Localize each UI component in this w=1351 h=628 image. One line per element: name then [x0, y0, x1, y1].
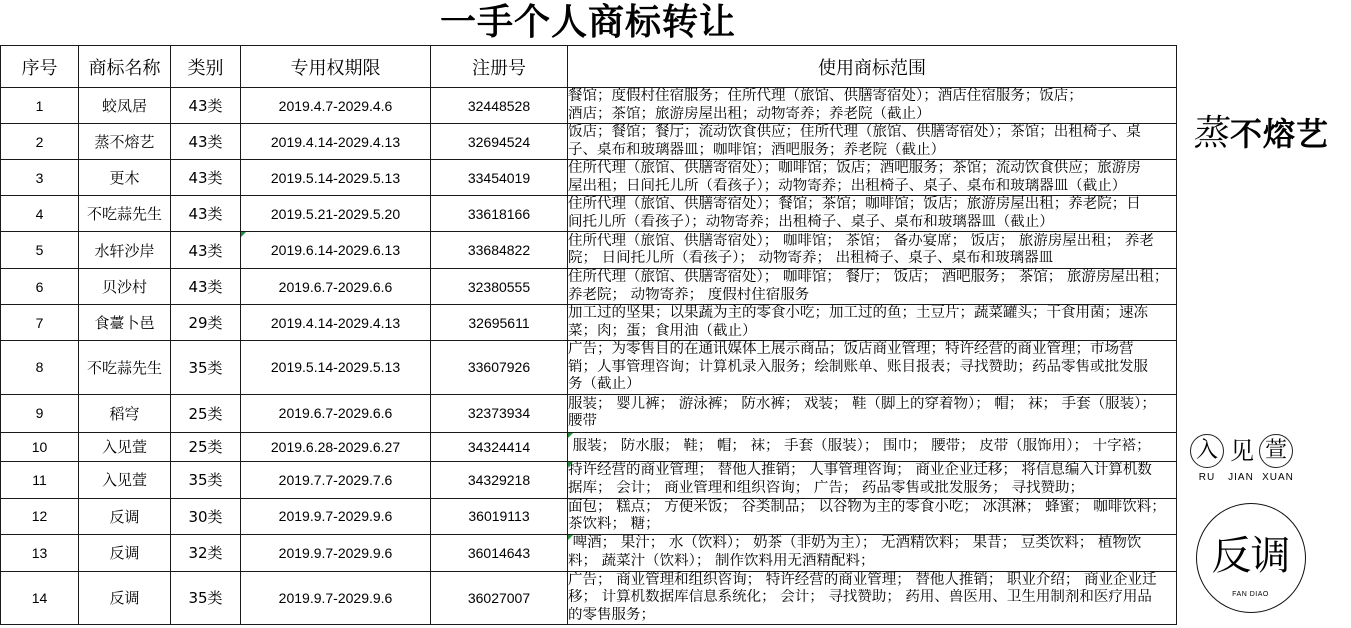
cell-serial-number[interactable]	[1, 498, 79, 534]
logo-wordmark: 不熔艺	[1230, 115, 1330, 153]
cell-class-text: 35类	[188, 589, 223, 608]
cell-usage-scope[interactable]	[568, 196, 1177, 232]
cell-trademark-name[interactable]	[79, 269, 171, 305]
table-body	[1, 88, 1177, 625]
table-row	[1, 571, 1177, 625]
cell-validity-period-text: 2019.4.14-2029.4.13	[270, 314, 401, 331]
cell-serial-number-text: 12	[31, 508, 48, 524]
cell-registration-number[interactable]	[431, 305, 568, 341]
cell-serial-number[interactable]	[1, 196, 79, 232]
cell-class[interactable]	[171, 534, 241, 571]
cell-serial-number[interactable]	[1, 269, 79, 305]
table-row	[1, 498, 1177, 534]
cell-serial-number-text: 5	[35, 242, 44, 258]
cell-usage-scope[interactable]	[568, 124, 1177, 160]
cell-class-text: 43类	[188, 169, 223, 187]
cell-note-marker	[568, 433, 573, 438]
cell-trademark-name[interactable]	[79, 160, 171, 196]
logo-wordmark: 反调	[1211, 533, 1290, 579]
cell-registration-number[interactable]	[431, 88, 568, 124]
header-usage-scope[interactable]: 使用商标范围	[568, 46, 1177, 88]
cell-serial-number-text: 14	[31, 589, 48, 606]
cell-registration-number[interactable]	[431, 196, 568, 232]
cell-trademark-name-text: 入见萱	[101, 438, 147, 456]
table-row	[1, 341, 1177, 395]
cell-validity-period[interactable]	[241, 498, 431, 534]
cell-registration-number-text: 32694524	[467, 133, 531, 150]
cell-trademark-name[interactable]	[79, 232, 171, 269]
cell-trademark-name[interactable]	[79, 305, 171, 341]
cell-validity-period-text: 2019.4.14-2029.4.13	[270, 133, 401, 150]
logo-pinyin: JIAN	[1228, 472, 1254, 483]
cell-serial-number[interactable]	[1, 571, 79, 625]
cell-usage-scope[interactable]	[568, 160, 1177, 196]
cell-trademark-name[interactable]	[79, 341, 171, 395]
scope-line: 间托儿所（看孩子）；动物寄养；出租椅子、桌子、桌布和玻璃器皿（截止）	[568, 213, 1054, 230]
cell-registration-number-text: 36014643	[467, 544, 531, 561]
zhengburongyi-logo	[1191, 113, 1330, 155]
scope-line: 的零售服务；	[568, 606, 655, 623]
cell-registration-number[interactable]	[431, 432, 568, 461]
scope-line: 茶饮料； 糖；	[568, 516, 660, 532]
cell-validity-period[interactable]	[241, 160, 431, 196]
cell-validity-period[interactable]	[241, 196, 431, 232]
logo-pinyin: FAN DIAO	[1232, 591, 1269, 598]
cell-validity-period-text: 2019.9.7-2029.9.6	[278, 544, 393, 561]
cell-serial-number-text: 6	[35, 278, 44, 295]
logo-circled-character: 萱	[1259, 434, 1293, 468]
scope-line: 酒店；茶馆；旅游房屋出租；动物寄养；养老院（截止）	[568, 105, 931, 122]
scope-line: 住所代理（旅馆、供膳寄宿处）； 咖啡馆； 餐厅； 饭店； 酒吧服务； 茶馆； 旅游房屋出租；	[568, 269, 1169, 285]
table-row	[1, 461, 1177, 498]
cell-registration-number-text: 33607926	[467, 359, 531, 376]
cell-class[interactable]	[171, 341, 241, 395]
scope-line: 面包； 糕点； 方便米饭； 谷类制品； 以谷物为主的零食小吃； 冰淇淋； 蜂蜜； 咖啡饮料；	[568, 498, 1166, 515]
scope-line: 广告； 商业管理和组织咨询； 特许经营的商业管理； 替他人推销； 职业介绍； 商业企业迁	[568, 571, 1157, 588]
trademark-table	[0, 45, 1177, 625]
cell-validity-period-text: 2019.9.7-2029.9.6	[278, 508, 393, 524]
scope-line: 料； 蔬菜汁（饮料）； 制作饮料用无酒精配料；	[568, 552, 875, 569]
cell-serial-number[interactable]	[1, 432, 79, 461]
cell-validity-period[interactable]	[241, 88, 431, 124]
cell-trademark-name-text: 反调	[109, 507, 140, 526]
logo-pinyin: XUAN	[1262, 472, 1294, 483]
cell-serial-number-text: 13	[31, 544, 48, 561]
scope-line: 销；人事管理咨询；计算机录入服务；绘制账单、账目报表；寻找赞助；药品零售或批发服	[568, 358, 1148, 375]
cell-serial-number[interactable]	[1, 341, 79, 395]
cell-trademark-name[interactable]	[79, 498, 171, 534]
cell-serial-number-text: 3	[35, 169, 44, 186]
cell-class[interactable]	[171, 269, 241, 305]
cell-note-marker	[568, 535, 573, 540]
cell-trademark-name-text: 稻穹	[109, 404, 140, 423]
table-row	[1, 394, 1177, 432]
cell-registration-number-text: 33618166	[467, 205, 531, 222]
cell-trademark-name[interactable]	[79, 124, 171, 160]
cell-class[interactable]	[171, 461, 241, 498]
cell-trademark-name[interactable]	[79, 432, 171, 461]
cell-registration-number[interactable]	[431, 124, 568, 160]
scope-line: 住所代理（旅馆、供膳寄宿处）； 咖啡馆； 茶馆； 备办宴席； 饭店； 旅游房屋出租； 养老	[568, 232, 1154, 249]
cell-class[interactable]	[171, 498, 241, 534]
scope-line: 据库； 会计； 商业管理和组织咨询； 广告； 药品零售或批发服务； 寻找赞助；	[568, 479, 1085, 496]
cell-validity-period-text: 2019.9.7-2029.9.6	[278, 589, 393, 606]
cell-note-marker	[241, 232, 246, 237]
header-validity-period[interactable]: 专用权期限	[241, 46, 431, 88]
cell-trademark-name-text: 更木	[109, 169, 140, 187]
cell-class[interactable]	[171, 196, 241, 232]
cell-class-text: 35类	[188, 471, 223, 489]
cell-registration-number-text: 34329218	[467, 471, 531, 488]
cell-class[interactable]	[171, 432, 241, 461]
cell-validity-period[interactable]	[241, 432, 431, 461]
header-registration-number[interactable]: 注册号	[431, 46, 568, 88]
cell-usage-scope[interactable]	[568, 269, 1177, 305]
cell-serial-number[interactable]	[1, 88, 79, 124]
cell-class[interactable]	[171, 232, 241, 269]
cell-class-text: 25类	[188, 404, 223, 423]
scope-line: 饭店；餐馆；餐厅；流动饮食供应；住所代理（旅馆、供膳寄宿处）；茶馆；出租椅子、桌	[568, 124, 1141, 140]
cell-class-text: 30类	[188, 507, 223, 526]
cell-registration-number-text: 33684822	[467, 242, 531, 258]
scope-line: 务（截止）	[568, 376, 641, 392]
cell-registration-number-text: 32695611	[468, 314, 530, 331]
cell-trademark-name[interactable]	[79, 88, 171, 124]
table-row	[1, 232, 1177, 269]
cell-validity-period-text: 2019.5.14-2029.5.13	[270, 359, 401, 376]
cell-class[interactable]	[171, 394, 241, 432]
cell-class[interactable]	[171, 160, 241, 196]
cell-validity-period[interactable]	[241, 341, 431, 395]
cell-usage-scope[interactable]	[568, 571, 1177, 625]
cell-serial-number[interactable]	[1, 461, 79, 498]
cell-registration-number-text: 32380555	[467, 278, 531, 295]
cell-class-text: 43类	[188, 205, 223, 223]
cell-validity-period[interactable]	[241, 269, 431, 305]
page-title: 一手个人商标转让	[439, 2, 736, 43]
cell-serial-number-text: 7	[35, 314, 44, 331]
cell-serial-number-text: 10	[31, 438, 48, 455]
cell-registration-number[interactable]	[431, 232, 568, 269]
cell-trademark-name[interactable]	[79, 394, 171, 432]
header-class[interactable]: 类别	[171, 46, 241, 88]
cell-registration-number-text: 36027007	[467, 589, 531, 606]
cell-trademark-name-text: 蛟凤居	[101, 97, 147, 115]
cell-trademark-name-text: 食薹卜邑	[94, 314, 155, 332]
scope-line: 广告；为零售目的在通讯媒体上展示商品；饭店商业管理；特许经营的商业管理；市场营	[568, 341, 1134, 357]
cell-trademark-name-text: 水轩沙岸	[94, 241, 155, 260]
header-row	[1, 46, 1177, 88]
cell-registration-number-text: 32448528	[467, 97, 531, 114]
cell-serial-number[interactable]	[1, 305, 79, 341]
cell-registration-number[interactable]	[431, 394, 568, 432]
cell-validity-period[interactable]	[241, 305, 431, 341]
cell-serial-number-text: 1	[35, 97, 44, 114]
cell-usage-scope[interactable]	[568, 394, 1177, 432]
cell-note-marker	[568, 462, 573, 467]
scope-line: 住所代理（旅馆、供膳寄宿处）；咖啡馆；饭店；酒吧服务；茶馆；流动饮食供应；旅游房	[568, 160, 1141, 176]
cell-class-text: 35类	[188, 358, 223, 377]
table-row	[1, 305, 1177, 341]
cell-trademark-name-text: 贝沙村	[101, 278, 147, 296]
cell-trademark-name-text: 反调	[109, 544, 140, 562]
scope-line: 菜；肉；蛋；食用油（截止）	[568, 322, 757, 339]
scope-line: 加工过的坚果；以果蔬为主的零食小吃；加工过的鱼；土豆片；蔬菜罐头；干食用菌；速冻	[568, 305, 1148, 321]
scope-line: 餐馆；度假村住宿服务；住所代理（旅馆、供膳寄宿处）；酒店住宿服务；饭店；	[568, 88, 1083, 104]
scope-line: 屋出租；日间托儿所（看孩子）；动物寄养；出租椅子、桌子、桌布和玻璃器皿（截止）	[568, 177, 1127, 194]
cell-validity-period[interactable]	[241, 394, 431, 432]
logo-brush-character: 蒸	[1191, 113, 1233, 154]
cell-trademark-name-text: 不吃蒜先生	[86, 358, 162, 377]
cell-usage-scope[interactable]	[568, 498, 1177, 534]
scope-line: 服装； 婴儿裤； 游泳裤； 防水裤； 戏装； 鞋（脚上的穿着物）； 帽； 袜； 手套（服装）；	[568, 395, 1156, 412]
table-row	[1, 196, 1177, 232]
cell-class-text: 43类	[188, 133, 223, 151]
cell-serial-number-text: 2	[35, 133, 44, 150]
cell-serial-number-text: 8	[35, 359, 44, 376]
cell-serial-number[interactable]	[1, 534, 79, 571]
table-row	[1, 269, 1177, 305]
cell-validity-period-text: 2019.6.14-2029.6.13	[270, 242, 401, 258]
cell-class[interactable]	[171, 305, 241, 341]
header-trademark-name[interactable]: 商标名称	[79, 46, 171, 88]
cell-validity-period[interactable]	[241, 232, 431, 269]
cell-serial-number[interactable]	[1, 394, 79, 432]
cell-registration-number[interactable]	[431, 571, 568, 625]
cell-registration-number-text: 36019113	[468, 508, 530, 524]
fandiao-logo	[1196, 503, 1306, 613]
scope-line: 移； 计算机数据库信息系统化； 会计； 寻找赞助； 药用、兽医用、卫生用制剂和医疗用品	[568, 589, 1152, 605]
cell-trademark-name[interactable]	[79, 571, 171, 625]
cell-validity-period[interactable]	[241, 461, 431, 498]
cell-registration-number[interactable]	[431, 534, 568, 571]
cell-trademark-name[interactable]	[79, 196, 171, 232]
cell-registration-number[interactable]	[431, 461, 568, 498]
cell-class-text: 43类	[188, 241, 223, 260]
scope-line: 服装； 防水服； 鞋； 帽； 袜； 手套（服装）； 围巾； 腰带； 皮带（服饰用）； 十字褡；	[568, 437, 1151, 454]
cell-registration-number-text: 33454019	[467, 169, 531, 186]
cell-validity-period-text: 2019.6.7-2029.6.6	[278, 405, 393, 421]
cell-trademark-name-text: 入见萱	[101, 471, 147, 489]
cell-trademark-name-text: 不吃蒜先生	[86, 205, 162, 223]
cell-usage-scope[interactable]	[568, 341, 1177, 395]
cell-usage-scope[interactable]	[568, 534, 1177, 571]
cell-registration-number[interactable]	[431, 341, 568, 395]
cell-registration-number[interactable]	[431, 160, 568, 196]
cell-registration-number-text: 32373934	[467, 405, 531, 421]
scope-line: 啤酒； 果汁； 水（饮料）； 奶茶（非奶为主）； 无酒精饮料； 果昔； 豆类饮料； 植物饮	[568, 535, 1142, 551]
scope-line: 院； 日间托儿所（看孩子）； 动物寄养； 出租椅子、桌子、桌布和玻璃器皿	[568, 250, 1054, 266]
cell-validity-period-text: 2019.5.21-2029.5.20	[270, 205, 401, 222]
cell-trademark-name[interactable]	[79, 461, 171, 498]
cell-validity-period-text: 2019.6.7-2029.6.6	[278, 278, 393, 295]
cell-class[interactable]	[171, 571, 241, 625]
logo-circled-character: 入	[1190, 434, 1224, 468]
cell-serial-number[interactable]	[1, 124, 79, 160]
cell-usage-scope[interactable]	[568, 88, 1177, 124]
cell-usage-scope[interactable]	[568, 232, 1177, 269]
cell-validity-period-text: 2019.7.7-2029.7.6	[278, 471, 393, 488]
scope-line: 养老院； 动物寄养； 度假村住宿服务	[568, 286, 810, 303]
cell-trademark-name[interactable]	[79, 534, 171, 571]
cell-class-text: 32类	[188, 544, 223, 562]
table-row	[1, 160, 1177, 196]
cell-validity-period[interactable]	[241, 571, 431, 625]
table-row	[1, 124, 1177, 160]
cell-registration-number[interactable]	[431, 269, 568, 305]
scope-line: 住所代理（旅馆、供膳寄宿处）；餐馆；茶馆；咖啡馆；饭店；旅游房屋出租；养老院；日	[568, 196, 1141, 212]
cell-serial-number-text: 9	[35, 405, 44, 421]
cell-class-text: 43类	[188, 97, 223, 115]
cell-class-text: 25类	[188, 438, 223, 456]
header-serial-number[interactable]: 序号	[1, 46, 79, 88]
cell-class[interactable]	[171, 88, 241, 124]
logo-character: 见	[1230, 437, 1254, 465]
cell-validity-period-text: 2019.6.28-2029.6.27	[270, 438, 401, 455]
cell-serial-number-text: 4	[35, 205, 44, 222]
cell-class[interactable]	[171, 124, 241, 160]
cell-validity-period-text: 2019.5.14-2029.5.13	[270, 169, 401, 186]
cell-usage-scope[interactable]	[568, 305, 1177, 341]
cell-trademark-name-text: 反调	[109, 589, 140, 608]
cell-validity-period-text: 2019.4.7-2029.4.6	[278, 97, 393, 114]
cell-serial-number[interactable]	[1, 232, 79, 269]
table-row	[1, 432, 1177, 461]
cell-class-text: 29类	[188, 314, 223, 332]
table-row	[1, 88, 1177, 124]
scope-line: 子、桌布和玻璃器皿；咖啡馆；酒吧服务；养老院（截止）	[568, 141, 945, 158]
scope-line: 特许经营的商业管理； 替他人推销； 人事管理咨询； 商业企业迁移； 将信息编入计算机数	[568, 462, 1152, 478]
cell-trademark-name-text: 蒸不熔艺	[94, 133, 155, 151]
logo-pinyin: RU	[1198, 472, 1216, 483]
cell-serial-number[interactable]	[1, 160, 79, 196]
cell-registration-number[interactable]	[431, 498, 568, 534]
cell-registration-number-text: 34324414	[467, 438, 531, 455]
cell-usage-scope[interactable]	[568, 432, 1177, 461]
cell-serial-number-text: 11	[32, 471, 47, 488]
cell-usage-scope[interactable]	[568, 461, 1177, 498]
cell-class-text: 43类	[188, 278, 223, 296]
cell-validity-period[interactable]	[241, 534, 431, 571]
cell-validity-period[interactable]	[241, 124, 431, 160]
scope-line: 腰带	[568, 413, 597, 429]
table-row	[1, 534, 1177, 571]
